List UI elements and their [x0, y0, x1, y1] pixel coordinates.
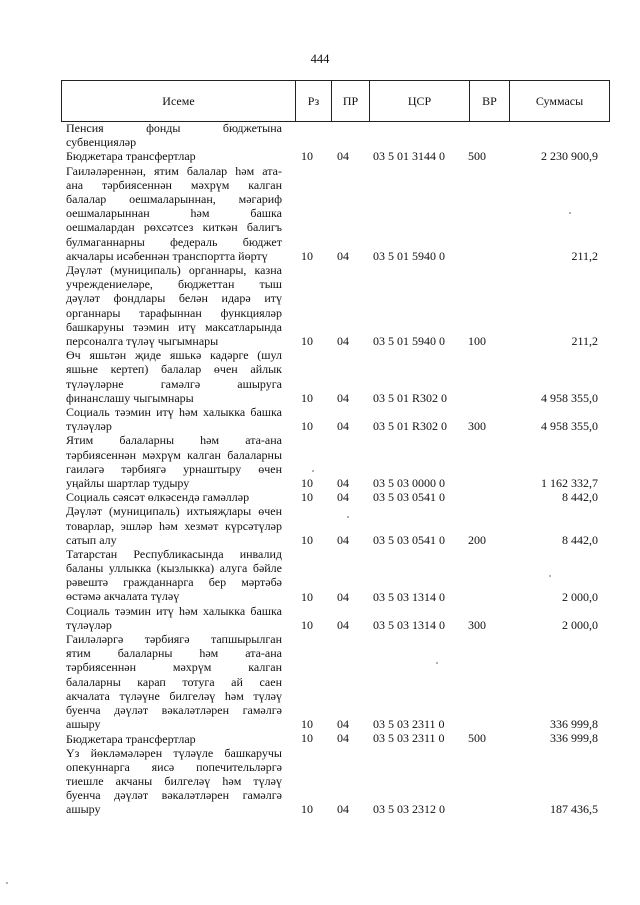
row-pr: 04: [337, 731, 349, 746]
row-rz: 10: [301, 589, 313, 604]
row-sum: 2 000,0: [562, 589, 598, 604]
row-name: [66, 604, 282, 632]
row-name-line: тәрбиясеннән мәхрүм калган балаларны: [66, 447, 282, 462]
row-name-line: рәвештә гражданнарга бер мәртәбә: [66, 575, 282, 590]
table-row: [0, 604, 640, 632]
row-rz: 10: [301, 731, 313, 746]
column-header-pr: ПР: [332, 81, 370, 122]
page-number: 444: [310, 52, 330, 66]
row-rz: 10: [301, 475, 313, 490]
row-sum: 4 958 355,0: [541, 390, 598, 405]
row-name-line: өстәмә акчалата түләү: [66, 589, 180, 604]
row-pr: 04: [337, 490, 349, 505]
scan-speck: [549, 575, 551, 577]
row-csr: 03 5 03 2311 0: [373, 731, 445, 746]
row-name-line: персоналга түләү чыгымнары: [66, 333, 219, 348]
row-name-line: тиешле акчаны билгеләү һәм түләү: [66, 774, 282, 789]
row-csr: 03 5 03 1314 0: [373, 589, 445, 604]
row-name-line: Социаль тәэмин итү һәм халыкка башка: [66, 603, 282, 618]
row-sum: 1 162 332,7: [541, 475, 598, 490]
table-row: [0, 632, 640, 731]
row-name: [66, 263, 282, 348]
row-rz: 10: [301, 617, 313, 632]
row-name-line: Ятим балаларны һәм ата-ана: [66, 433, 282, 448]
row-csr: 03 5 03 0541 0: [373, 532, 445, 547]
row-name-line: балалар оешмаларыннан, мәгариф: [66, 191, 282, 206]
row-name-line: түләүләрне гамәлгә ашыруга: [66, 376, 282, 391]
row-rz: 10: [301, 419, 313, 434]
row-name: [66, 632, 282, 731]
row-rz: 10: [301, 333, 313, 348]
row-name-line: ашыру: [66, 802, 101, 817]
row-pr: 04: [337, 248, 349, 263]
column-header-vr: ВР: [470, 81, 510, 122]
row-name-line: сатып алу: [66, 532, 117, 547]
row-name-line: уңайлы шартлар тудыру: [66, 475, 190, 490]
row-name-line: Социаль тәэмин итү һәм халыкка башка: [66, 404, 282, 419]
table-row: [0, 149, 640, 163]
column-header-csr: ЦСР: [370, 81, 470, 122]
row-rz: 10: [301, 490, 313, 505]
table-row: [0, 732, 640, 746]
row-pr: 04: [337, 589, 349, 604]
row-sum: 8 442,0: [562, 532, 598, 547]
row-rz: 10: [301, 149, 313, 164]
row-sum: 8 442,0: [562, 490, 598, 505]
row-rz: 10: [301, 532, 313, 547]
row-csr: 03 5 01 R302 0: [373, 390, 448, 405]
row-pr: 04: [337, 802, 349, 817]
row-name-line: Гаиләләргә тәрбиягә тапшырылган: [66, 632, 282, 647]
scan-speck: [312, 470, 314, 472]
row-name-line: башкаруны тәэмин итү максатларында: [66, 319, 282, 334]
table-row: [0, 547, 640, 604]
table-row: [0, 164, 640, 263]
table-header: [61, 80, 610, 122]
row-name-line: оешмаларыннан һәм башка: [66, 206, 282, 221]
row-name: [66, 547, 282, 604]
row-name-line: Пенсия фонды бюджетына: [66, 121, 282, 135]
row-name-line: товарлар, эшләр һәм хезмәт күрсәтүләр: [66, 518, 282, 533]
row-sum: 336 999,8: [550, 717, 598, 732]
row-name-line: Үз йөкләмәләрен түләүле башкаручы: [66, 745, 282, 760]
row-pr: 04: [337, 333, 349, 348]
row-name-line: Татарстан Республикасында инвалид: [66, 546, 282, 561]
row-name: [66, 746, 282, 817]
row-csr: 03 5 01 5940 0: [373, 248, 445, 263]
table-row: [0, 348, 640, 405]
row-pr: 04: [337, 149, 349, 164]
row-csr: 03 5 03 1314 0: [373, 617, 445, 632]
row-name-line: финанслашу чыгымнары: [66, 390, 194, 405]
scan-speck: [436, 662, 438, 664]
row-csr: 03 5 01 5940 0: [373, 333, 445, 348]
row-rz: 10: [301, 802, 313, 817]
row-name-line: балаларны карап тотуга ай саен: [66, 674, 282, 689]
row-name-line: органнары тарафыннан функцияләр: [66, 305, 282, 320]
row-name: [66, 149, 282, 163]
row-name: [66, 348, 282, 405]
table-row: [0, 405, 640, 433]
column-header-rz: Рз: [296, 81, 332, 122]
table-row: [0, 504, 640, 547]
row-csr: 03 5 01 3144 0: [373, 149, 445, 164]
row-csr: 03 5 03 0000 0: [373, 475, 445, 490]
row-name: [66, 121, 282, 149]
row-rz: 10: [301, 390, 313, 405]
scan-speck: [347, 516, 349, 518]
row-rz: 10: [301, 248, 313, 263]
row-name-line: Бюджетара трансфертлар: [66, 731, 196, 746]
row-vr: 500: [468, 731, 486, 746]
row-sum: 211,2: [571, 333, 598, 348]
row-pr: 04: [337, 475, 349, 490]
row-name-line: ана тәрбиясеннән мәхрүм калган: [66, 177, 282, 192]
budget-table-body: [0, 121, 640, 817]
row-sum: 4 958 355,0: [541, 419, 598, 434]
row-name-line: ашыру: [66, 717, 101, 732]
row-name-line: түләүләр: [66, 419, 112, 434]
row-sum: 2 230 900,9: [541, 149, 598, 164]
row-name-line: тәрбиясеннән мәхрүм калган: [66, 660, 282, 675]
row-vr: 300: [468, 419, 486, 434]
row-name: [66, 164, 282, 263]
row-name: [66, 504, 282, 547]
row-vr: 100: [468, 333, 486, 348]
row-vr: 500: [468, 149, 486, 164]
column-header-name: Исеме: [62, 81, 296, 122]
row-name-line: түләүләр: [66, 617, 112, 632]
row-name: [66, 433, 282, 490]
row-sum: 2 000,0: [562, 617, 598, 632]
row-name-line: Дәүләт (муниципаль) органнары, казна: [66, 262, 282, 277]
scan-speck: [569, 212, 571, 214]
scan-speck: [6, 882, 8, 884]
row-sum: 187 436,5: [550, 802, 598, 817]
row-csr: 03 5 03 2311 0: [373, 717, 445, 732]
row-name-line: дәүләт фондлары белән идарә итү: [66, 291, 282, 306]
row-name-line: баланы уллыкка (кызлыкка) алуга бәйле: [66, 561, 282, 576]
row-pr: 04: [337, 717, 349, 732]
row-sum: 336 999,8: [550, 731, 598, 746]
column-header-sum: Суммасы: [510, 81, 610, 122]
row-name-line: Бюджетара трансфертлар: [66, 149, 196, 164]
row-pr: 04: [337, 617, 349, 632]
row-name-line: акчалата түләүне билгеләү һәм түләү: [66, 688, 282, 703]
row-name-line: буенча дәүләт вәкаләтләрен гамәлгә: [66, 703, 282, 718]
table-row: [0, 433, 640, 490]
table-row: [0, 263, 640, 348]
row-pr: 04: [337, 390, 349, 405]
row-name-line: оешмалардан рөхсәтсез киткән балигъ: [66, 220, 282, 235]
row-vr: 200: [468, 532, 486, 547]
row-name-line: субвенцияләр: [66, 135, 137, 150]
row-name-line: буенча дәүләт вәкаләтләрен гамәлгә: [66, 788, 282, 803]
row-name: [66, 405, 282, 433]
row-name-line: Өч яшьтән җиде яшькә кадәрге (шул: [66, 348, 282, 363]
row-name-line: яшьне кертеп) балалар өчен айлык: [66, 362, 282, 377]
row-rz: 10: [301, 717, 313, 732]
row-pr: 04: [337, 419, 349, 434]
row-name-line: учреждениеләре, бюджеттан тыш: [66, 277, 282, 292]
row-name-line: опекуннарга яисә попечительләргә: [66, 759, 282, 774]
row-name-line: Дәүләт (муниципаль) ихтыяҗлары өчен: [66, 504, 282, 519]
table-row: [0, 490, 640, 504]
table-row: [0, 746, 640, 817]
row-name-line: Социаль сәясәт өлкәсендә гамәлләр: [66, 490, 250, 505]
row-name-line: акчалары исәбеннән транспортта йөртү: [66, 248, 268, 263]
row-name-line: ятим балаларны һәм ата-ана: [66, 646, 282, 661]
row-name: [66, 490, 282, 504]
table-row: [0, 121, 640, 149]
row-name-line: Гаиләләреннән, ятим балалар һәм ата-: [66, 163, 282, 178]
row-csr: 03 5 03 2312 0: [373, 802, 445, 817]
row-name-line: булмаганнарны федераль бюджет: [66, 234, 282, 249]
row-csr: 03 5 03 0541 0: [373, 490, 445, 505]
row-vr: 300: [468, 617, 486, 632]
row-pr: 04: [337, 532, 349, 547]
row-name: [66, 732, 282, 746]
row-sum: 211,2: [571, 248, 598, 263]
row-name-line: гаиләгә тәрбиягә урнаштыру өчен: [66, 461, 282, 476]
row-csr: 03 5 01 R302 0: [373, 419, 448, 434]
